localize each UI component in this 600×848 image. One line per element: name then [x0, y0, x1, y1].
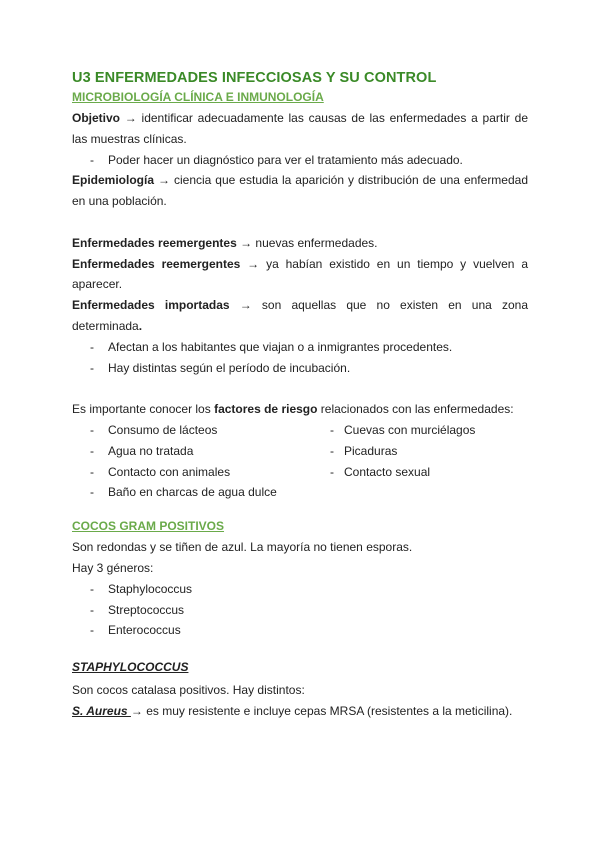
factores-pre: Es importante conocer los	[72, 402, 215, 417]
factores-list-left	[72, 420, 330, 503]
document-page	[72, 70, 528, 722]
epidemiologia-term: Epidemiología	[72, 173, 155, 188]
aureus-text: → es muy resistente e incluye cepas MRSA (resistentes a la meticilina).	[130, 703, 513, 718]
objetivo-term: Objetivo	[72, 111, 121, 125]
epidemiologia-paragraph	[72, 170, 528, 212]
page-title: U3 ENFERMEDADES INFECCIOSAS Y SU CONTROL	[72, 70, 437, 86]
section-heading-cocos: COCOS GRAM POSITIVOS	[72, 519, 225, 534]
aureus-paragraph	[72, 701, 528, 722]
objetivo-paragraph	[72, 108, 528, 150]
section-heading-staphylococcus: STAPHYLOCOCCUS	[72, 660, 189, 675]
list-item: - Hay distintas según el período de incubación.	[72, 358, 528, 379]
list-item: - Contacto sexual	[330, 462, 475, 483]
list-item: - Streptococcus	[72, 600, 528, 621]
factores-post: relacionados con las enfermedades:	[317, 402, 514, 417]
importadas-end: .	[138, 318, 143, 333]
reemergentes-paragraph-2	[72, 254, 528, 296]
reemergentes-text-2: → ya habían existido en un tiempo y vuelven a aparecer.	[72, 256, 528, 292]
importadas-paragraph	[72, 295, 528, 337]
reemergentes-paragraph-1	[72, 233, 528, 254]
list-item: - Picaduras	[330, 441, 475, 462]
blank-line	[72, 641, 528, 657]
cocos-line-2: Hay 3 géneros:	[72, 560, 154, 575]
list-item: - Enterococcus	[72, 620, 528, 641]
list-item: - Consumo de lácteos	[72, 420, 330, 441]
list-item: - Agua no tratada	[72, 441, 330, 462]
factores-list-right	[330, 420, 475, 503]
list-item: - Staphylococcus	[72, 579, 528, 600]
importadas-term: Enfermedades importadas	[72, 298, 230, 313]
list-item: - Cuevas con murciélagos	[330, 420, 475, 441]
factores-term: factores de riesgo	[214, 402, 318, 417]
list-item: - Poder hacer un diagnóstico para ver el tratamiento más adecuado.	[72, 150, 528, 171]
importadas-text: → son aquellas que no existen en una zona determinada	[72, 298, 528, 333]
factores-columns	[72, 420, 528, 503]
list-item: - Afectan a los habitantes que viajan o a inmigrantes procedentes.	[72, 337, 528, 358]
cocos-list	[72, 579, 528, 641]
factores-paragraph	[72, 399, 528, 420]
cocos-line-1: Son redondas y se tiñen de azul. La mayoría no tienen esporas.	[72, 540, 413, 555]
section-heading-microbiologia: MICROBIOLOGÍA CLÍNICA E INMUNOLOGÍA	[72, 90, 324, 104]
list-item: - Baño en charcas de agua dulce	[72, 482, 330, 503]
blank-line	[72, 212, 528, 233]
aureus-term: S. Aureus	[72, 703, 131, 718]
reemergentes-text-1: → nuevas enfermedades.	[236, 235, 378, 250]
blank-line	[72, 378, 528, 399]
objetivo-text: → identificar adecuadamente las causas de las enfermedades a partir de las muestras clínicas.	[72, 111, 528, 146]
staph-line-1: Son cocos catalasa positivos. Hay distintos:	[72, 682, 305, 697]
epidemiologia-text: → ciencia que estudia la aparición y distribución de una enfermedad en una población.	[72, 173, 528, 209]
list-item: - Contacto con animales	[72, 462, 330, 483]
importadas-list	[72, 337, 528, 379]
objetivo-list	[72, 150, 528, 171]
reemergentes-term-2: Enfermedades reemergentes	[72, 256, 241, 271]
reemergentes-term-1: Enfermedades reemergentes	[72, 235, 237, 250]
